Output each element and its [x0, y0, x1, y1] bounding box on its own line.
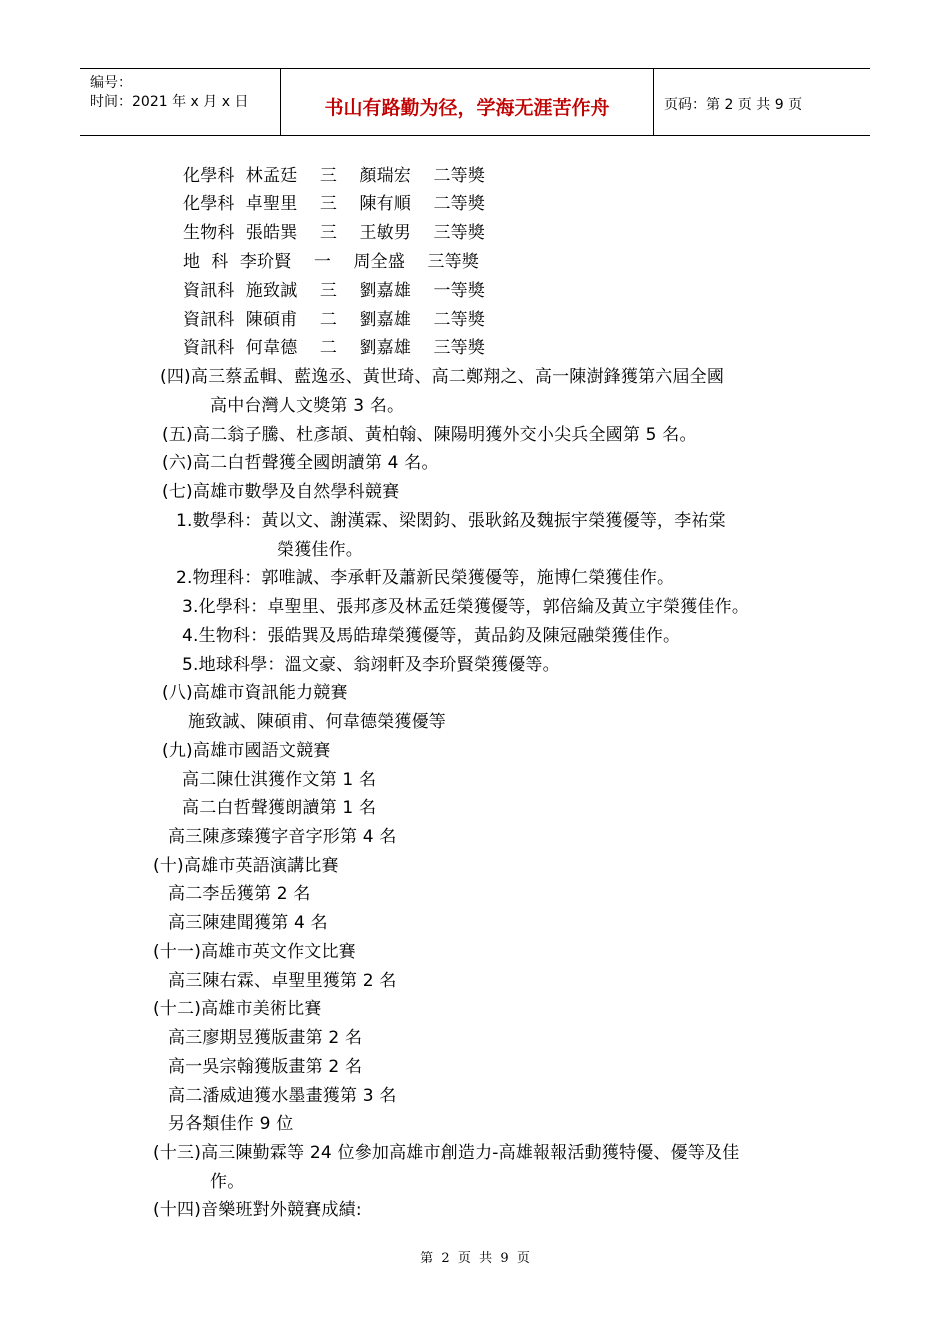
section-heading-continuation: 作。 [210, 1172, 245, 1192]
section-content: 高一吳宗翰獲版畫第 2 名 [168, 1057, 363, 1077]
doc-number-label: 编号： [90, 75, 132, 91]
list-item: (六)高二白哲聲獲全國朗讀第 4 名。 [162, 453, 439, 473]
section-content: 高二陳仕淇獲作文第 1 名 [182, 770, 377, 790]
list-item-continuation: 高中台灣人文獎第 3 名。 [210, 396, 405, 416]
award-row: 資訊科 施致誠 三 劉嘉雄 一等獎 [183, 281, 486, 301]
sub-item: 1.數學科：黃以文、謝漢霖、梁閎鈞、張耿銘及魏振宇榮獲優等，李祐棠 [176, 511, 726, 531]
section-content: 高二潘威迪獲水墨畫獲第 3 名 [168, 1086, 397, 1106]
section-content: 高三陳右霖、卓聖里獲第 2 名 [168, 971, 397, 991]
section-content: 高三陳建聞獲第 4 名 [168, 913, 328, 933]
section-content: 施致誠、陳碩甫、何韋德榮獲優等 [188, 712, 446, 732]
section-heading: (八)高雄市資訊能力競賽 [162, 683, 348, 703]
sub-item: 4.生物科：張皓巽及馬皓瑋榮獲優等，黃品鈞及陳冠融榮獲佳作。 [182, 626, 681, 646]
doc-time-label: 时间：2021 年 x 月 x 日 [90, 94, 249, 110]
section-heading: (十)高雄市英語演講比賽 [153, 856, 339, 876]
sub-item: 5.地球科學：溫文豪、翁翊軒及李玠賢榮獲優等。 [182, 655, 560, 675]
list-item: (四)高三蔡孟輯、藍逸丞、黃世琦、高二鄭翔之、高一陳澍鋒獲第六屆全國 [160, 367, 725, 387]
award-row: 資訊科 陳碩甫 二 劉嘉雄 二等獎 [183, 310, 486, 330]
list-item: (五)高二翁子騰、杜彥頡、黃柏翰、陳陽明獲外交小尖兵全國第 5 名。 [162, 425, 697, 445]
award-row: 化學科 卓聖里 三 陳有順 二等獎 [183, 194, 486, 214]
section-heading: (十二)高雄市美術比賽 [153, 999, 322, 1019]
section-content: 高二白哲聲獲朗讀第 1 名 [182, 798, 377, 818]
award-row: 生物科 張皓巽 三 王敏男 三等獎 [183, 223, 486, 243]
section-content: 高二李岳獲第 2 名 [168, 884, 311, 904]
section-content: 高三廖期昱獲版畫第 2 名 [168, 1028, 363, 1048]
sub-item: 2.物理科：郭唯誠、李承軒及蕭新民榮獲優等，施博仁榮獲佳作。 [176, 568, 675, 588]
section-heading: (七)高雄市數學及自然學科競賽 [162, 482, 400, 502]
section-heading: (十三)高三陳勤霖等 24 位參加高雄市創造力-高雄報報活動獲特優、優等及佳 [153, 1143, 740, 1163]
page-footer: 第 2 页 共 9 页 [420, 1251, 530, 1266]
award-row: 資訊科 何韋德 二 劉嘉雄 三等獎 [183, 338, 486, 358]
section-content: 另各類佳作 9 位 [168, 1114, 294, 1134]
header-motto: 书山有路勤为径，学海无涯苦作舟 [324, 97, 610, 119]
header-page-label: 页码：第 2 页 共 9 页 [664, 97, 803, 113]
section-heading: (十一)高雄市英文作文比賽 [153, 942, 356, 962]
section-content: 高三陳彥臻獲字音字形第 4 名 [168, 827, 397, 847]
award-row: 化學科 林孟廷 三 顏瑞宏 二等獎 [183, 166, 486, 186]
section-heading: (九)高雄市國語文競賽 [162, 741, 331, 761]
sub-item: 3.化學科：卓聖里、張邦彥及林孟廷榮獲優等，郭倍綸及黃立宇榮獲佳作。 [182, 597, 750, 617]
award-row: 地 科 李玠賢 一 周全盛 三等獎 [183, 252, 480, 272]
sub-item-continuation: 榮獲佳作。 [277, 540, 363, 560]
section-heading: (十四)音樂班對外競賽成績: [153, 1200, 362, 1220]
